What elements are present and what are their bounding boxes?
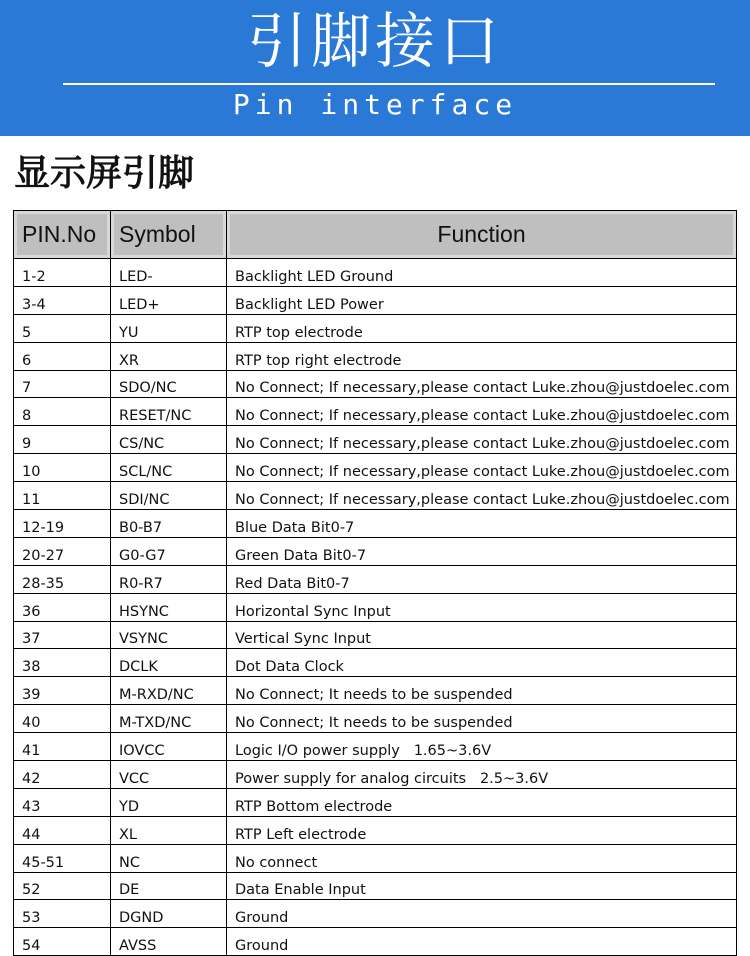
symbol-cell: VCC (111, 761, 227, 789)
pin-number-cell: 1-2 (14, 259, 111, 287)
function-cell: No Connect; If necessary,please contact Luke.zhou@justdoelec.com (227, 398, 737, 426)
function-cell: RTP top right electrode (227, 342, 737, 370)
banner-title: 引脚接口 (247, 7, 503, 77)
table-row (14, 733, 737, 761)
table-row (14, 816, 737, 844)
function-cell: RTP Bottom electrode (227, 788, 737, 816)
function-cell: Logic I/O power supply 1.65~3.6V (227, 733, 737, 761)
table-row (14, 900, 737, 928)
symbol-cell: YD (111, 788, 227, 816)
symbol-cell: DCLK (111, 649, 227, 677)
function-cell: Backlight LED Ground (227, 259, 737, 287)
header-banner (0, 0, 750, 136)
table-row (14, 454, 737, 482)
pin-number-cell: 20-27 (14, 537, 111, 565)
pin-number-cell: 9 (14, 426, 111, 454)
symbol-cell: DE (111, 872, 227, 900)
function-cell: Blue Data Bit0-7 (227, 510, 737, 538)
function-cell: Dot Data Clock (227, 649, 737, 677)
table-row (14, 872, 737, 900)
pin-number-cell: 53 (14, 900, 111, 928)
pin-number-cell: 12-19 (14, 510, 111, 538)
header-symbol: Symbol (111, 211, 227, 259)
symbol-cell: CS/NC (111, 426, 227, 454)
banner-subtitle: Pin interface (232, 88, 518, 121)
function-cell: Red Data Bit0-7 (227, 565, 737, 593)
pin-number-cell: 39 (14, 677, 111, 705)
table-row (14, 788, 737, 816)
function-cell: No Connect; If necessary,please contact Luke.zhou@justdoelec.com (227, 482, 737, 510)
pin-number-cell: 54 (14, 928, 111, 956)
function-cell: Ground (227, 928, 737, 956)
table-row (14, 426, 737, 454)
table-header-row (14, 211, 737, 259)
pin-number-cell: 6 (14, 342, 111, 370)
symbol-cell: B0-B7 (111, 510, 227, 538)
table-row (14, 649, 737, 677)
symbol-cell: G0-G7 (111, 537, 227, 565)
pin-number-cell: 36 (14, 593, 111, 621)
pin-number-cell: 44 (14, 816, 111, 844)
symbol-cell: DGND (111, 900, 227, 928)
symbol-cell: XR (111, 342, 227, 370)
function-cell: RTP Left electrode (227, 816, 737, 844)
function-cell: No Connect; It needs to be suspended (227, 705, 737, 733)
function-cell: No Connect; If necessary,please contact Luke.zhou@justdoelec.com (227, 454, 737, 482)
table-row (14, 844, 737, 872)
table-row (14, 761, 737, 789)
symbol-cell: LED+ (111, 286, 227, 314)
pin-table (13, 210, 737, 956)
symbol-cell: YU (111, 314, 227, 342)
symbol-cell: RESET/NC (111, 398, 227, 426)
function-cell: Vertical Sync Input (227, 621, 737, 649)
table-row (14, 928, 737, 956)
pin-number-cell: 52 (14, 872, 111, 900)
table-row (14, 705, 737, 733)
pin-number-cell: 41 (14, 733, 111, 761)
symbol-cell: SDI/NC (111, 482, 227, 510)
table-row (14, 314, 737, 342)
symbol-cell: SDO/NC (111, 370, 227, 398)
pin-number-cell: 8 (14, 398, 111, 426)
function-cell: No connect (227, 844, 737, 872)
symbol-cell: R0-R7 (111, 565, 227, 593)
pin-number-cell: 37 (14, 621, 111, 649)
symbol-cell: SCL/NC (111, 454, 227, 482)
table-row (14, 677, 737, 705)
symbol-cell: HSYNC (111, 593, 227, 621)
symbol-cell: IOVCC (111, 733, 227, 761)
table-body (14, 259, 737, 956)
function-cell: Data Enable Input (227, 872, 737, 900)
function-cell: RTP top electrode (227, 314, 737, 342)
table-row (14, 510, 737, 538)
function-cell: Ground (227, 900, 737, 928)
pin-number-cell: 11 (14, 482, 111, 510)
table-row (14, 593, 737, 621)
pin-number-cell: 5 (14, 314, 111, 342)
banner-divider (63, 83, 715, 85)
header-pin-no: PIN.No (14, 211, 111, 259)
table-row (14, 286, 737, 314)
symbol-cell: VSYNC (111, 621, 227, 649)
symbol-cell: M-RXD/NC (111, 677, 227, 705)
table-row (14, 565, 737, 593)
pin-number-cell: 43 (14, 788, 111, 816)
symbol-cell: AVSS (111, 928, 227, 956)
table-row (14, 342, 737, 370)
function-cell: Backlight LED Power (227, 286, 737, 314)
table-row (14, 370, 737, 398)
pin-number-cell: 3-4 (14, 286, 111, 314)
function-cell: No Connect; If necessary,please contact Luke.zhou@justdoelec.com (227, 370, 737, 398)
pin-number-cell: 7 (14, 370, 111, 398)
table-row (14, 621, 737, 649)
symbol-cell: M-TXD/NC (111, 705, 227, 733)
pin-number-cell: 28-35 (14, 565, 111, 593)
table-row (14, 259, 737, 287)
function-cell: Green Data Bit0-7 (227, 537, 737, 565)
function-cell: No Connect; It needs to be suspended (227, 677, 737, 705)
symbol-cell: LED- (111, 259, 227, 287)
pin-number-cell: 45-51 (14, 844, 111, 872)
table-row (14, 398, 737, 426)
pin-number-cell: 10 (14, 454, 111, 482)
pin-number-cell: 38 (14, 649, 111, 677)
table-row (14, 482, 737, 510)
header-function: Function (227, 211, 737, 259)
section-title: 显示屏引脚 (14, 153, 195, 194)
function-cell: Horizontal Sync Input (227, 593, 737, 621)
table-row (14, 537, 737, 565)
pin-number-cell: 42 (14, 761, 111, 789)
function-cell: No Connect; If necessary,please contact Luke.zhou@justdoelec.com (227, 426, 737, 454)
pin-number-cell: 40 (14, 705, 111, 733)
function-cell: Power supply for analog circuits 2.5~3.6V (227, 761, 737, 789)
symbol-cell: NC (111, 844, 227, 872)
symbol-cell: XL (111, 816, 227, 844)
